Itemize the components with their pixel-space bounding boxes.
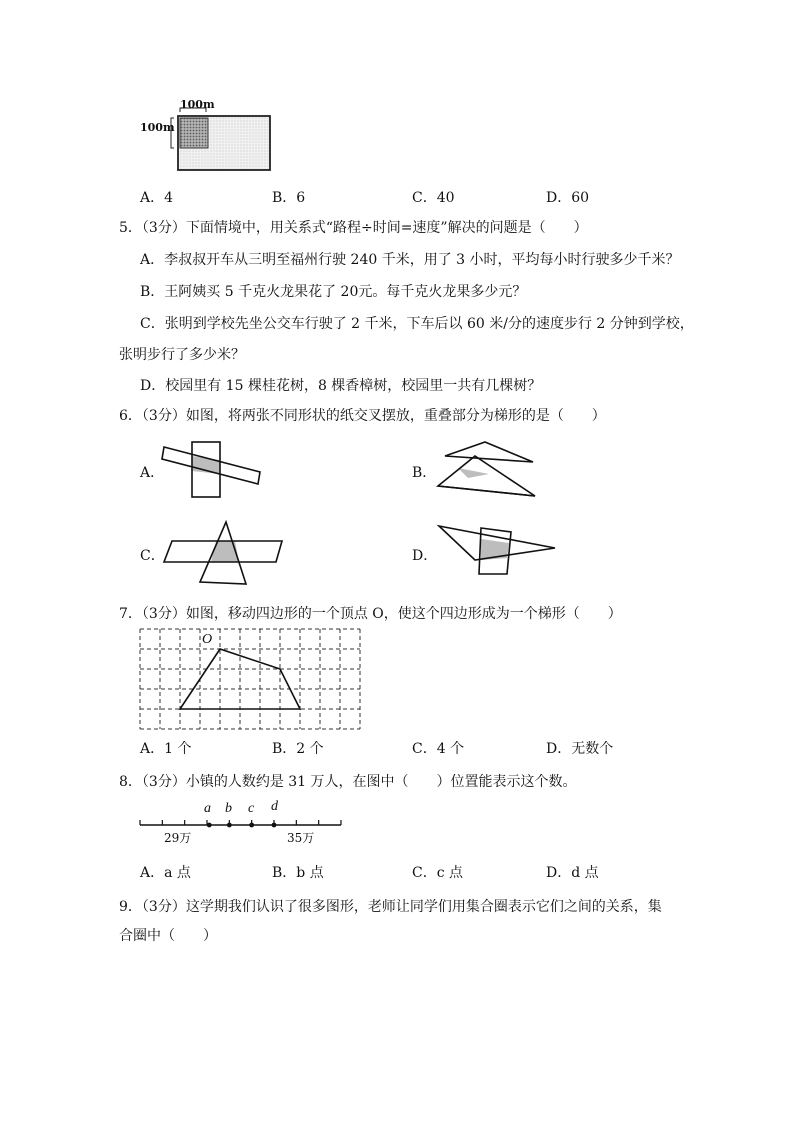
q7-grid-figure	[138, 628, 362, 730]
q8-label-c: c	[248, 801, 255, 816]
q5-stem: 5．（3分）下面情境中，用关系式“路程÷时间=速度”解决的问题是（ ）	[119, 220, 588, 236]
q6-figure-d	[435, 522, 560, 580]
q7-option-b[interactable]: B．2 个	[272, 741, 324, 757]
q8-label-d: d	[271, 799, 278, 814]
q8-tick-label-35: 35万	[287, 831, 315, 845]
q4-top-label: 100m	[180, 98, 215, 111]
q5-option-b[interactable]: B．王阿姨买 5 千克火龙果花了 20元。每千克火龙果多少元？	[140, 284, 527, 300]
q6-figure-b	[435, 438, 545, 500]
q9-stem-line2: 合圈中（ ）	[119, 928, 217, 944]
q8-stem: 8．（3分）小镇的人数约是 31 万人，在图中（ ）位置能表示这个数。	[119, 774, 577, 790]
q7-option-d[interactable]: D．无数个	[546, 741, 614, 757]
q7-point-o-label: O	[202, 632, 213, 647]
q5-option-c-continued: 张明步行了多少米？	[119, 347, 245, 363]
q6-label-a[interactable]: A．	[140, 465, 165, 481]
q6-label-b[interactable]: B．	[412, 465, 437, 481]
q6-figure-c	[160, 520, 285, 590]
q4-option-a[interactable]: A．4	[140, 190, 174, 206]
q5-option-c[interactable]: C．张明到学校先坐公交车行驶了 2 千米，下车后以 60 米/分的速度步行 2 分钟到学校，	[140, 316, 694, 332]
q7-option-c[interactable]: C．4 个	[412, 741, 465, 757]
q4-option-c[interactable]: C．40	[412, 190, 455, 206]
q5-option-d[interactable]: D．校园里有 15 棵桂花树，8 棵香樟树，校园里一共有几棵树？	[140, 378, 542, 394]
q4-option-b[interactable]: B．6	[272, 190, 306, 206]
q4-option-d[interactable]: D．60	[546, 190, 590, 206]
q8-option-c[interactable]: C．c 点	[412, 865, 464, 881]
q6-label-d[interactable]: D．	[412, 548, 438, 564]
q6-label-c[interactable]: C．	[140, 548, 165, 564]
q8-label-b: b	[225, 801, 232, 816]
q6-stem: 6．（3分）如图，将两张不同形状的纸交叉摆放，重叠部分为梯形的是（ ）	[119, 408, 606, 424]
q7-stem: 7．（3分）如图，移动四边形的一个顶点 O，使这个四边形成为一个梯形（ ）	[119, 606, 622, 622]
point-d	[272, 823, 277, 828]
q6-b-overlap	[458, 468, 489, 478]
q8-option-a[interactable]: A．a 点	[140, 865, 191, 881]
q8-tick-label-29: 29万	[164, 831, 192, 845]
q4-side-label: 100m	[140, 121, 175, 134]
square-100m	[180, 118, 208, 148]
q7-option-a[interactable]: A．1 个	[140, 741, 192, 757]
q6-figure-a	[160, 440, 265, 500]
q5-option-a[interactable]: A．李叔叔开车从三明至福州行驶 240 千米，用了 3 小时，平均每小时行驶多少千米？	[140, 252, 680, 268]
point-a	[207, 823, 212, 828]
q8-label-a: a	[204, 801, 211, 816]
q8-option-d[interactable]: D．d 点	[546, 865, 599, 881]
point-b	[227, 823, 232, 828]
q9-stem-line1: 9．（3分）这学期我们认识了很多图形，老师让同学们用集合圈表示它们之间的关系，集	[119, 899, 662, 915]
point-c	[249, 823, 254, 828]
q8-option-b[interactable]: B．b 点	[272, 865, 324, 881]
